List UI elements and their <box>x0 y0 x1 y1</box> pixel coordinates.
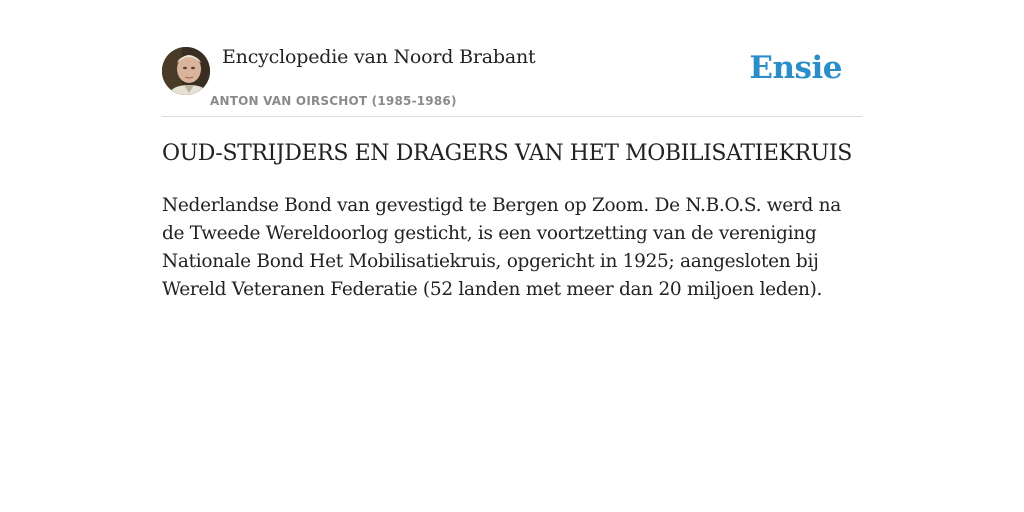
entry-title: OUD-STRIJDERS EN DRAGERS VAN HET MOBILISATIEKRUIS <box>162 141 852 166</box>
header <box>162 44 862 117</box>
author-avatar[interactable] <box>162 47 210 95</box>
source-title[interactable]: Encyclopedie van Noord Brabant <box>222 46 536 68</box>
brand-logo[interactable]: Ensie <box>749 50 842 86</box>
author-name[interactable]: ANTON VAN OIRSCHOT (1985-1986) <box>210 94 457 108</box>
author-portrait-icon <box>162 47 210 95</box>
entry-body: Nederlandse Bond van gevestigd te Bergen op Zoom. De N.B.O.S. werd na de Tweede Wereldoorlog gesticht, is een voortzetting van de vereniging Nationale Bond Het Mobilisatiekruis, opgericht in 1925; aangesloten bij Wereld Veteranen Federatie (52 landen met meer dan 20 miljoen leden). <box>162 195 841 300</box>
